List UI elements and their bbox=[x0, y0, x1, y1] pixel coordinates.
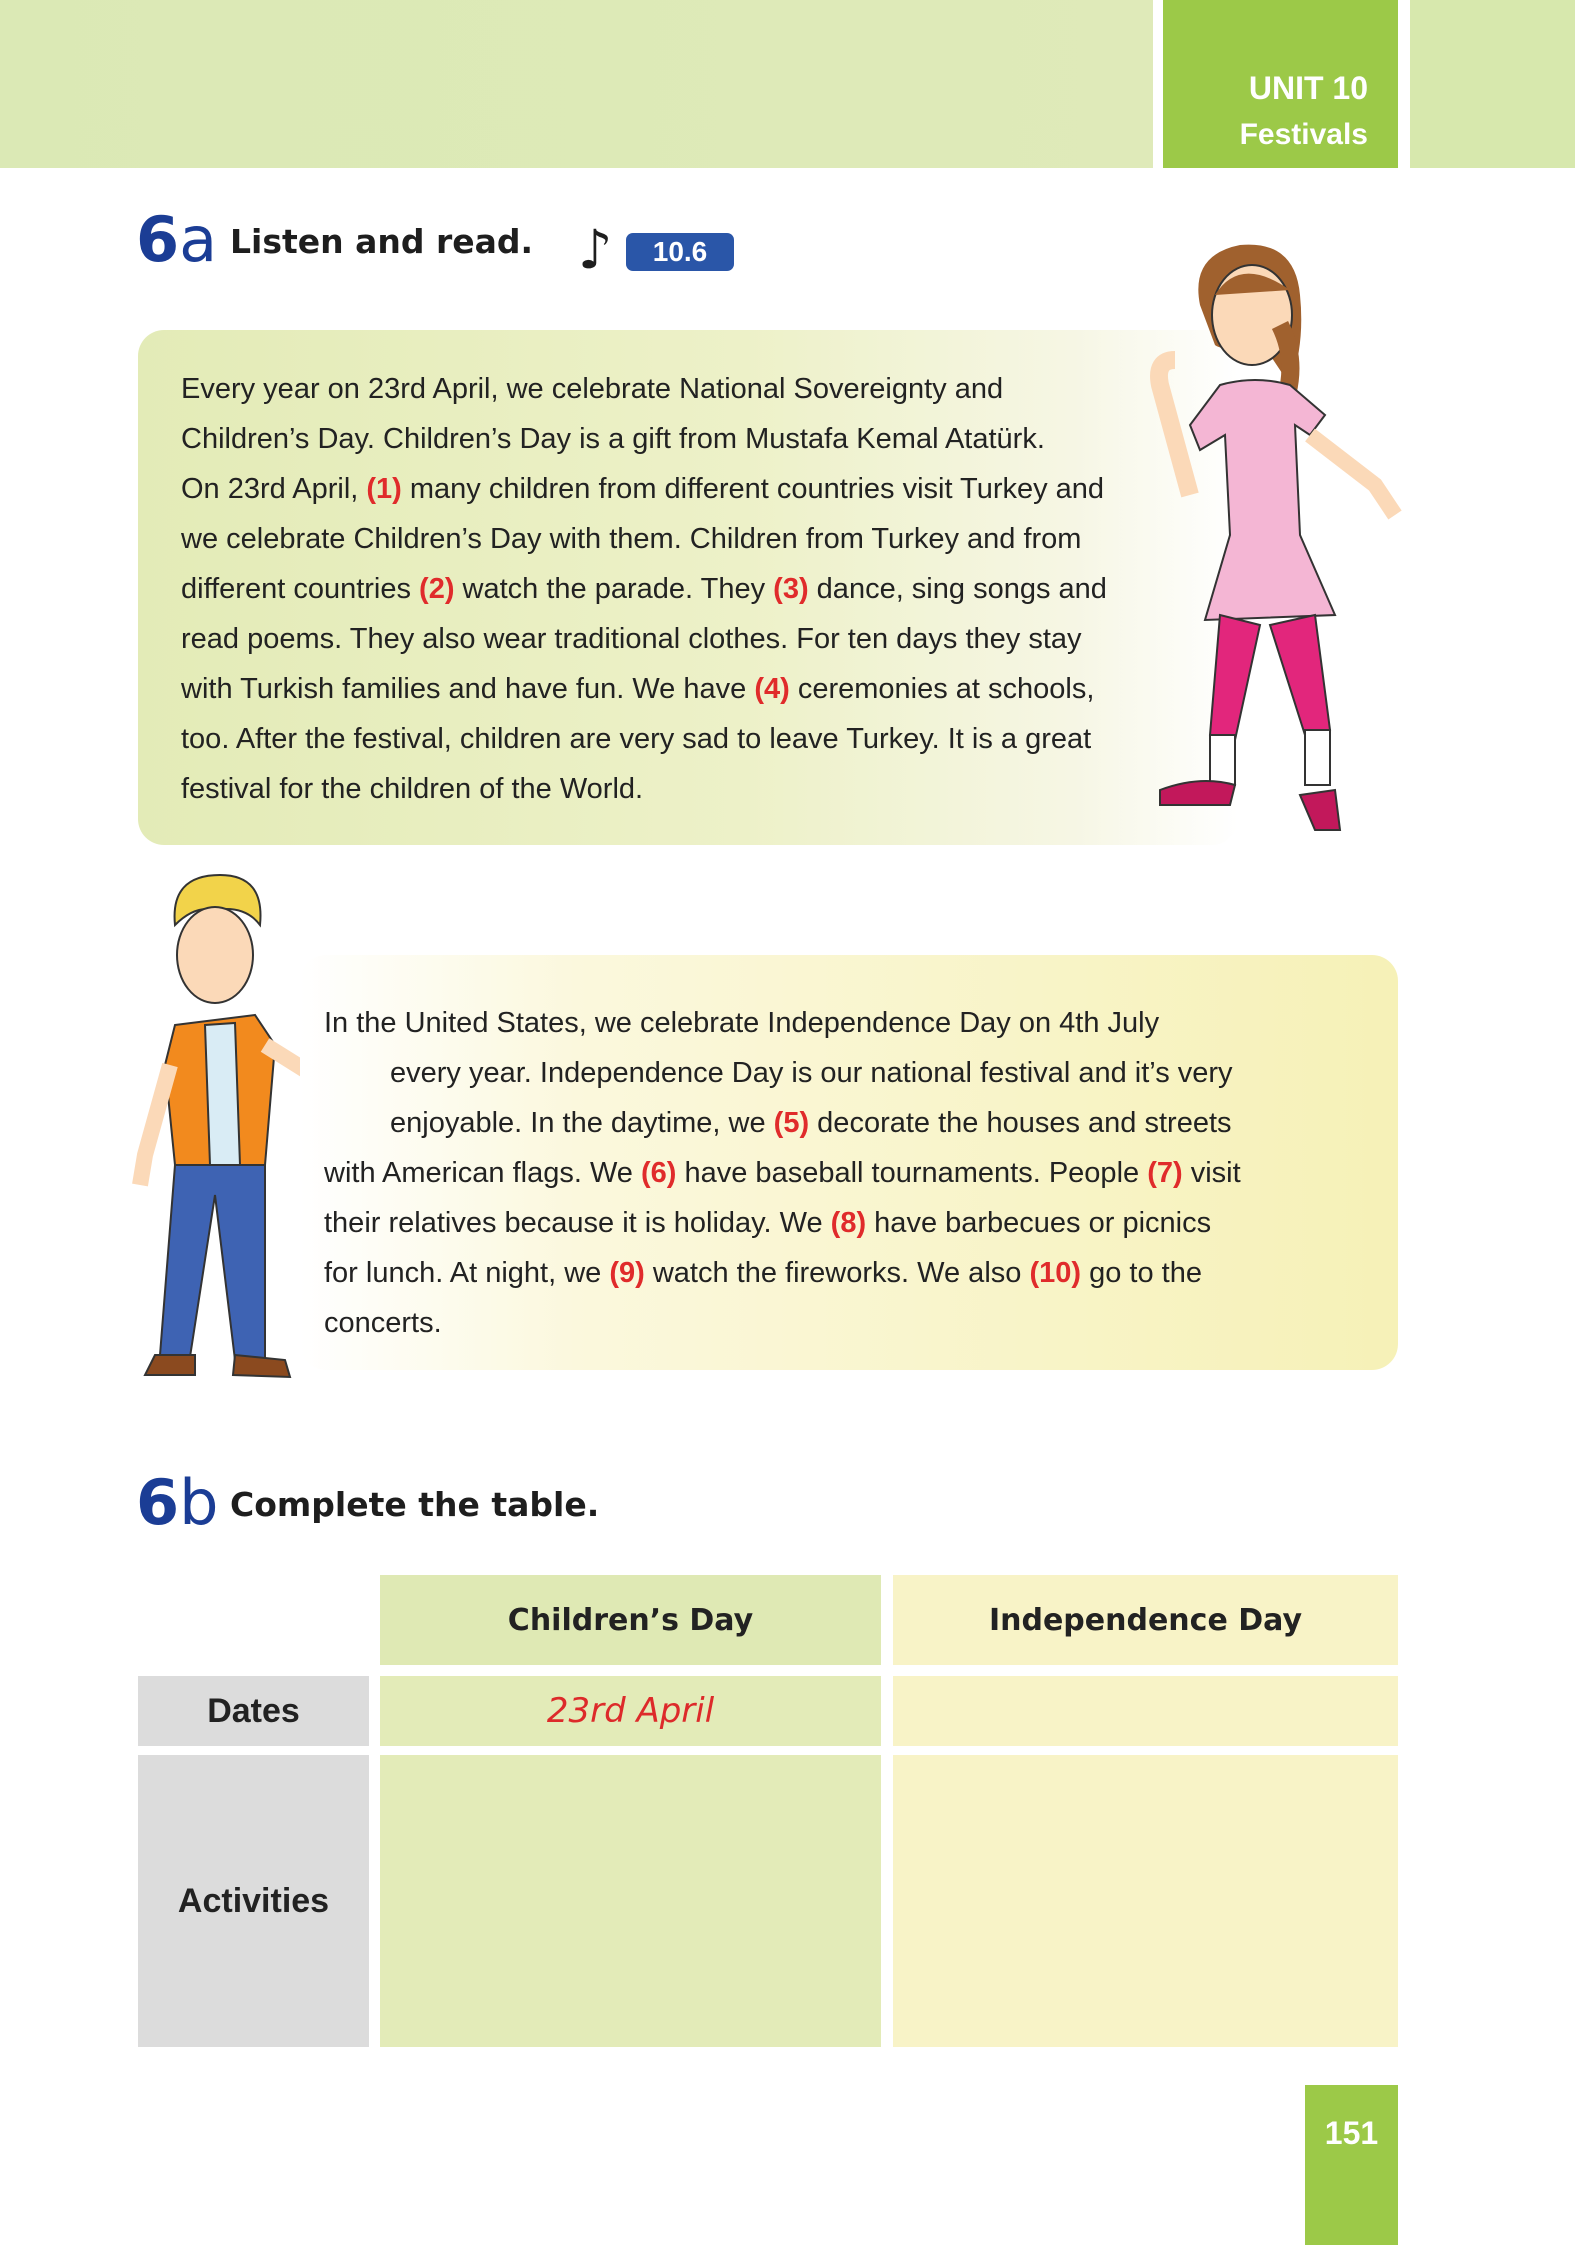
passage-line bbox=[390, 1098, 1232, 1148]
passage-line bbox=[181, 364, 1003, 414]
exercise-6a-number: 6a bbox=[136, 203, 218, 276]
passage-text: many children from different countries visit Turkey and bbox=[401, 473, 1105, 505]
passage-text: In the United States, we celebrate Independence Day on 4th July bbox=[324, 1007, 1160, 1039]
table-cell-dates-independence-day[interactable] bbox=[893, 1676, 1398, 1746]
passage-line bbox=[324, 1298, 442, 1348]
unit-tab bbox=[1163, 0, 1398, 168]
passage-text: visit bbox=[1182, 1157, 1241, 1189]
passage-text: we celebrate Children’s Day with them. Children from Turkey and from bbox=[181, 523, 1082, 555]
gap-number: (9) bbox=[609, 1257, 645, 1289]
passage-text: watch the parade. They bbox=[454, 573, 774, 605]
passage-line bbox=[390, 1048, 1233, 1098]
passage-line bbox=[181, 664, 1094, 714]
table-cell-activities-childrens-day[interactable] bbox=[380, 1755, 881, 2047]
passage-text: watch the fireworks. We also bbox=[644, 1257, 1030, 1289]
passage-text: ceremonies at schools, bbox=[789, 673, 1095, 705]
passage-text: with American flags. We bbox=[324, 1157, 641, 1189]
passage-text: Every year on 23rd April, we celebrate National Sovereignty and bbox=[181, 373, 1004, 405]
audio-track-button[interactable] bbox=[578, 220, 738, 280]
gap-number: (7) bbox=[1147, 1157, 1183, 1189]
passage-line bbox=[181, 514, 1081, 564]
passage-text: dance, sing songs and bbox=[808, 573, 1107, 605]
passage-line bbox=[181, 764, 643, 814]
audio-track-badge: 10.6 bbox=[626, 233, 734, 271]
table-cell-activities-independence-day[interactable] bbox=[893, 1755, 1398, 2047]
gap-number: (1) bbox=[366, 473, 402, 505]
header-band bbox=[0, 0, 1153, 168]
passage-line bbox=[181, 614, 1082, 664]
gap-number: (3) bbox=[773, 573, 809, 605]
gap-number: (2) bbox=[419, 573, 455, 605]
passage-text: have baseball tournaments. People bbox=[676, 1157, 1148, 1189]
exercise-6b-number: 6b bbox=[136, 1466, 219, 1539]
passage-text: festival for the children of the World. bbox=[181, 773, 644, 805]
passage-text: different countries bbox=[181, 573, 420, 605]
passage-line bbox=[324, 1248, 1202, 1298]
passage-text: concerts. bbox=[324, 1307, 442, 1339]
passage-line bbox=[181, 464, 1104, 514]
table-row-label-activities: Activities bbox=[138, 1755, 369, 2047]
table-cell-dates-childrens-day[interactable]: 23rd April bbox=[380, 1676, 881, 1746]
unit-topic: Festivals bbox=[1239, 118, 1368, 151]
page-number: 151 bbox=[1305, 2085, 1398, 2245]
passage-text: enjoyable. In the daytime, we bbox=[390, 1107, 774, 1139]
girl-illustration bbox=[1120, 235, 1450, 845]
header-band-right bbox=[1410, 0, 1575, 168]
passage-line bbox=[324, 998, 1159, 1048]
exercise-6b-instruction: Complete the table. bbox=[230, 1485, 600, 1524]
passage-text: Children’s Day. Children’s Day is a gift from Mustafa Kemal Atatürk. bbox=[181, 423, 1045, 455]
gap-number: (5) bbox=[773, 1107, 810, 1139]
passage-text: for lunch. At night, we bbox=[324, 1257, 610, 1289]
passage-childrens-day bbox=[181, 364, 1201, 824]
passage-text: every year. Independence Day is our national festival and it’s very bbox=[390, 1057, 1233, 1089]
gap-number: (6) bbox=[640, 1157, 677, 1189]
passage-text: too. After the festival, children are very sad to leave Turkey. It is a great bbox=[181, 723, 1092, 755]
passage-line bbox=[181, 714, 1091, 764]
passage-text: their relatives because it is holiday. We bbox=[324, 1207, 831, 1239]
exercise-6a-instruction: Listen and read. bbox=[230, 222, 534, 261]
unit-label: UNIT 10 bbox=[1248, 70, 1368, 106]
passage-text: decorate the houses and streets bbox=[809, 1107, 1232, 1139]
passage-text: read poems. They also wear traditional clothes. For ten days they stay bbox=[181, 623, 1082, 655]
passage-text: with Turkish families and have fun. We have bbox=[181, 673, 755, 705]
table-header-independence-day: Independence Day bbox=[893, 1575, 1398, 1665]
passage-text: have barbecues or picnics bbox=[866, 1207, 1212, 1239]
passage-line bbox=[181, 564, 1107, 614]
gap-number: (10) bbox=[1029, 1257, 1082, 1289]
passage-line bbox=[324, 1148, 1241, 1198]
gap-number: (4) bbox=[754, 673, 790, 705]
passage-independence-day bbox=[324, 998, 1384, 1358]
passage-line bbox=[181, 414, 1045, 464]
passage-text: go to the bbox=[1081, 1257, 1202, 1289]
table-header-childrens-day: Children’s Day bbox=[380, 1575, 881, 1665]
gap-number: (8) bbox=[830, 1207, 867, 1239]
music-note-icon: ♪ bbox=[578, 218, 613, 281]
passage-line bbox=[324, 1198, 1211, 1248]
table-row-label-dates: Dates bbox=[138, 1676, 369, 1746]
passage-text: On 23rd April, bbox=[181, 473, 367, 505]
